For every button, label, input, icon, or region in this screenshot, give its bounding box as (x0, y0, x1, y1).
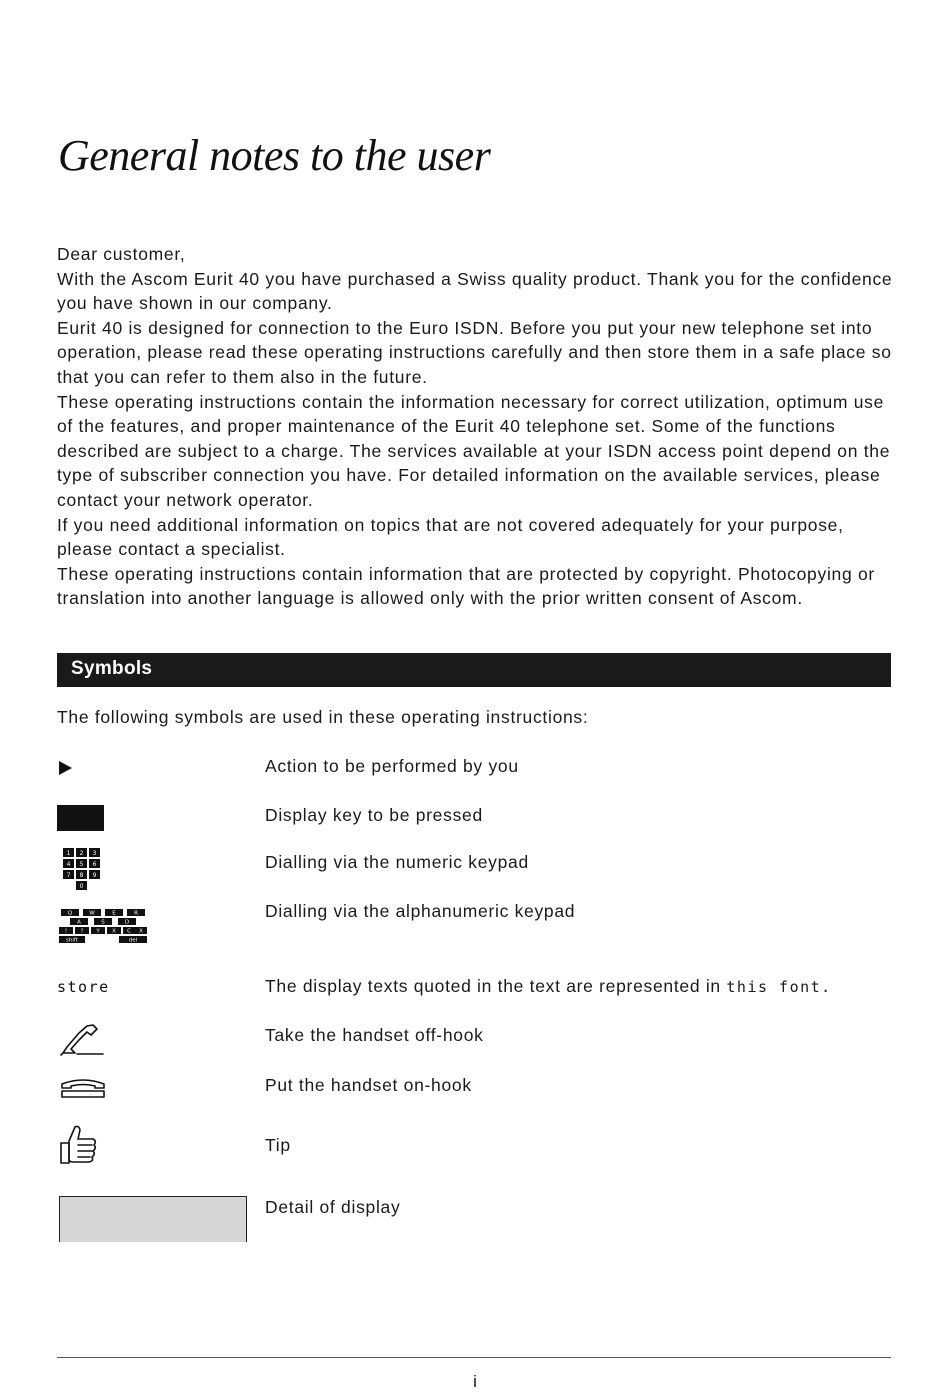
symbols-intro: The following symbols are used in these operating instructions: (57, 707, 589, 727)
key-label: Q (67, 910, 73, 917)
display-detail-box (59, 1196, 247, 1242)
symbol-description: Display key to be pressed (265, 805, 483, 825)
key-label: del (128, 937, 138, 944)
symbol-description: Tip (265, 1135, 291, 1155)
symbol-description: Dialling via the alphanumeric keypad (265, 901, 576, 921)
symbol-description: Dialling via the numeric keypad (265, 852, 529, 872)
display-text-sample: store (57, 978, 110, 996)
key-label: 1 (66, 850, 71, 857)
numeric-keypad-icon (57, 848, 107, 895)
key-label: S (101, 919, 105, 926)
key-label: E (112, 910, 116, 917)
key-label: C (127, 928, 131, 935)
key-label: Y (96, 928, 100, 935)
intro-paragraph: If you need additional information on topics that are not covered adequately for your purpose, please contact a specialist. (57, 514, 844, 560)
key-label: A (77, 919, 81, 926)
symbol-description-text: The display texts quoted in the text are represented in (265, 976, 721, 996)
alphanumeric-keypad-icon (57, 907, 149, 952)
key-label: 7 (66, 872, 71, 879)
handset-off-hook-icon (57, 1023, 105, 1062)
section-heading: Symbols (71, 658, 153, 679)
key-label: X (139, 928, 143, 935)
key-label: W (89, 910, 95, 917)
symbol-description: Detail of display (265, 1197, 401, 1217)
key-label: 5 (79, 861, 84, 868)
intro-paragraph: Dear customer, (57, 244, 186, 264)
key-label: 8 (79, 872, 84, 879)
play-arrow-icon (57, 760, 73, 781)
key-label: 2 (79, 850, 84, 857)
intro-paragraph: Eurit 40 is designed for connection to the Euro ISDN. Before you put your new telephone set into operation, please read these operating instructions carefully and then store them in a safe place so that you can refer to them also in the future. (57, 317, 892, 387)
display-key-icon (57, 805, 104, 836)
key-label: 9 (92, 872, 97, 879)
page-title: General notes to the user (58, 131, 491, 180)
footer-divider (57, 1357, 891, 1358)
display-detail-icon (59, 1196, 247, 1242)
display-font-sample: this font. (726, 978, 832, 996)
symbols-section-header (57, 653, 891, 687)
intro-text (57, 242, 897, 611)
symbol-description (265, 976, 832, 997)
key-label: 4 (66, 861, 71, 868)
key-label: R (134, 910, 138, 917)
symbol-description: Put the handset on-hook (265, 1075, 472, 1095)
key-label: ! (64, 928, 68, 935)
symbol-description: Take the handset off-hook (265, 1025, 484, 1045)
key-label: X (112, 928, 116, 935)
key-label: D (124, 919, 130, 926)
intro-paragraph: With the Ascom Eurit 40 you have purchased a Swiss quality product. Thank you for the confidence you have shown in our company. (57, 268, 893, 314)
key-label: ? (80, 928, 84, 935)
intro-paragraph: These operating instructions contain information that are protected by copyright. Photocopying or translation into another language is allowed only with the prior written consent of Ascom. (57, 563, 875, 609)
intro-paragraph: These operating instructions contain the information necessary for correct utilization, optimum use of the features, and proper maintenance of the Eurit 40 telephone set. Some of the functions described are subject to a charge. The services available at your ISDN access point depend on the type of subscriber connection you have. For detailed information on the available services, please contact your network operator. (57, 391, 891, 510)
key-label: 6 (92, 861, 97, 868)
key-label: 0 (79, 883, 84, 890)
handset-on-hook-icon (57, 1077, 109, 1104)
key-label: shift (66, 937, 78, 944)
page-number: i (473, 1372, 477, 1391)
key-label: 3 (92, 850, 97, 857)
thumbs-up-icon (57, 1123, 99, 1172)
symbol-description: Action to be performed by you (265, 756, 519, 776)
